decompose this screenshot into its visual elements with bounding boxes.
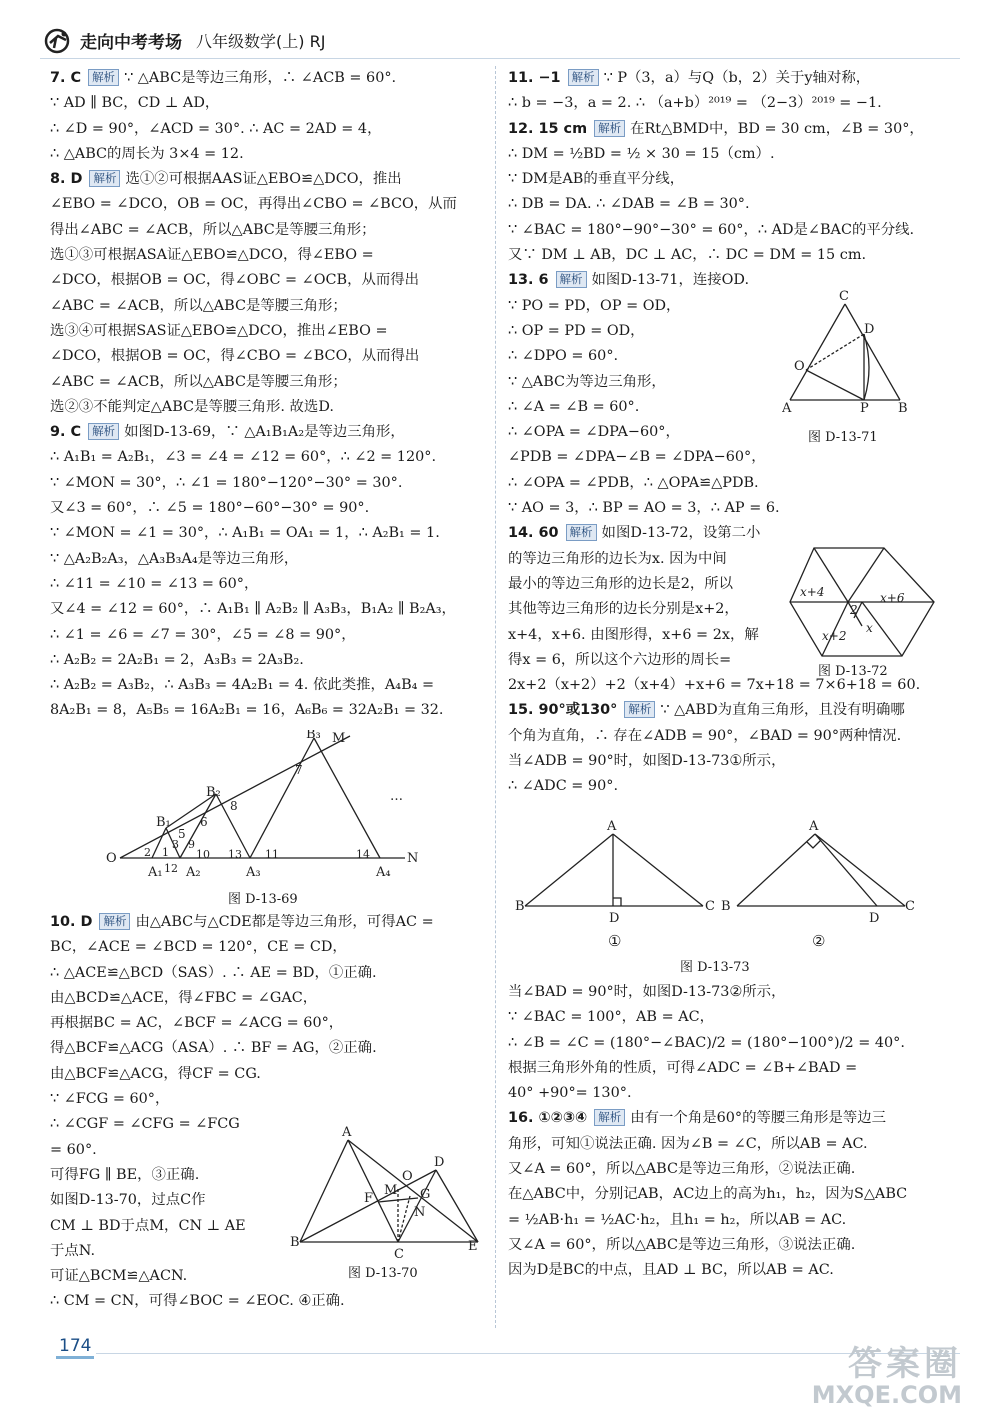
svg-text:B₂: B₂ xyxy=(206,785,221,800)
solution-text: ∴ ∠1 = ∠6 = ∠7 = 30°，∠5 = ∠8 = 90°， xyxy=(50,626,356,643)
svg-text:M: M xyxy=(332,731,346,746)
svg-text:x: x xyxy=(866,621,873,635)
question-line xyxy=(508,698,958,723)
solution-line xyxy=(508,597,778,622)
svg-text:3: 3 xyxy=(172,838,179,851)
solution-text: ∠PDB = ∠DPA−∠B = ∠DPA−60°， xyxy=(508,449,766,466)
solution-line xyxy=(508,1182,958,1207)
figure-d-13-70 xyxy=(290,1122,490,1266)
svg-text:7: 7 xyxy=(295,763,303,777)
analysis-tag: 解析 xyxy=(88,423,119,440)
solution-text: ∵ △ABC是等边三角形，∴ ∠ACB = 60°. xyxy=(124,70,397,86)
question-line xyxy=(508,521,778,546)
solution-text: 又∠A = 60°，所以△ABC是等边三角形，③说法正确. xyxy=(508,1236,856,1253)
svg-text:N: N xyxy=(414,1205,426,1220)
book-grade: 八年级数学(上) RJ xyxy=(196,32,326,51)
solution-text: ∴ ∠OPA = ∠PDB，∴ △OPA≌△PDB. xyxy=(508,474,759,491)
solution-text: 当∠BAD = 90°时，如图D-13-73②所示， xyxy=(508,984,786,1000)
svg-text:2: 2 xyxy=(144,846,151,859)
solution-line xyxy=(508,218,958,243)
svg-text:12: 12 xyxy=(164,862,178,875)
solution-line xyxy=(50,1264,278,1289)
solution-text: 在Rt△BMD中，BD = 30 cm，∠B = 30°， xyxy=(630,120,924,137)
svg-text:B₃: B₃ xyxy=(306,730,321,742)
svg-text:A₄: A₄ xyxy=(376,865,391,880)
solution-line xyxy=(508,192,958,217)
question-line xyxy=(508,117,958,142)
analysis-tag: 解析 xyxy=(594,120,625,137)
solution-text: 又∵ DM ⊥ AB，DC ⊥ AC，∴ DC = DM = 15 cm. xyxy=(508,247,867,264)
question-line xyxy=(50,66,480,91)
svg-text:D: D xyxy=(869,911,880,926)
solution-text: ∵ ∠BAC = 100°，AB = AC， xyxy=(508,1009,714,1026)
solution-text: ∴ b = −3，a = 2. ∴ （a+b）²⁰¹⁹ = （2−3）²⁰¹⁹ = −1. xyxy=(508,95,882,112)
svg-text:P: P xyxy=(860,401,869,416)
solution-line xyxy=(508,1233,958,1258)
right-column-bottom xyxy=(508,980,958,1284)
solution-text: ∴ A₂B₂ = 2A₂B₁ = 2，A₃B₃ = 2A₃B₂. xyxy=(50,651,304,668)
solution-text: 由△ABC与△CDE都是等边三角形，可得AC = xyxy=(135,914,434,930)
svg-text:A: A xyxy=(607,819,617,834)
solution-text: 得△BCF≌△ACG（ASA）. ∴ BF = AG，②正确. xyxy=(50,1040,377,1057)
solution-text: ∵ △ABC为等边三角形， xyxy=(508,373,666,390)
solution-line xyxy=(508,980,958,1005)
solution-text: 如图D-13-69，∵ △A₁B₁A₂是等边三角形， xyxy=(124,424,405,441)
solution-text: CM ⊥ BD于点M，CN ⊥ AE xyxy=(50,1217,246,1234)
solution-text: ∴ ∠OPA = ∠DPA−60°， xyxy=(508,424,680,441)
solution-text: 如图D-13-70，过点C作 xyxy=(50,1192,206,1209)
solution-text: ∴ ∠B = ∠C = (180°−∠BAC)/2 = (180°−100°)/2 = 40°. xyxy=(508,1034,905,1051)
solution-line xyxy=(50,1214,278,1239)
svg-text:B: B xyxy=(515,899,525,914)
svg-text:A₁: A₁ xyxy=(148,865,163,880)
solution-line xyxy=(508,142,958,167)
solution-line xyxy=(50,547,480,572)
svg-text:A: A xyxy=(342,1125,352,1140)
solution-text: ∵ △A₂B₂A₃，△A₃B₃A₄是等边三角形， xyxy=(50,550,299,567)
solution-text: 40° +90°= 130°. xyxy=(508,1085,632,1102)
caption-d-13-70: 图 D-13-70 xyxy=(348,1266,418,1281)
solution-line xyxy=(508,420,768,445)
caption-d-13-71: 图 D-13-71 xyxy=(808,430,878,445)
solution-text: ∵ △ABD为直角三角形，且没有明确哪 xyxy=(660,702,905,719)
figure-d-13-69 xyxy=(100,730,430,884)
svg-text:B: B xyxy=(898,401,908,416)
solution-line xyxy=(50,961,480,986)
solution-line xyxy=(50,1138,278,1163)
solution-text: ∴ ∠DPO = 60°. xyxy=(508,348,619,365)
solution-line xyxy=(50,370,480,395)
header-rule xyxy=(40,58,960,59)
svg-text:C: C xyxy=(839,289,849,304)
svg-text:B₁: B₁ xyxy=(156,815,171,830)
solution-text: ∠ABC = ∠ACB，所以△ABC是等腰三角形； xyxy=(50,373,347,390)
solution-line xyxy=(50,1112,278,1137)
solution-line xyxy=(508,547,778,572)
solution-line xyxy=(508,243,958,268)
solution-line xyxy=(508,1258,958,1283)
solution-line xyxy=(50,986,480,1011)
svg-text:F: F xyxy=(364,1191,374,1206)
solution-line xyxy=(50,1188,278,1213)
caption-d-13-69: 图 D-13-69 xyxy=(228,892,298,907)
solution-line xyxy=(508,1031,958,1056)
caption-d-13-73-part2: ② xyxy=(812,932,826,950)
solution-text: 根据三角形外角的性质，可得∠ADC = ∠B+∠BAD = xyxy=(508,1059,858,1076)
question-number: 10. D xyxy=(50,914,98,930)
question-number: 8. D xyxy=(50,171,88,188)
svg-text:10: 10 xyxy=(196,848,210,861)
solution-text: 由有一个角是60°的等腰三角形是等边三 xyxy=(630,1110,887,1127)
solution-text: ∵ DM是AB的垂直平分线， xyxy=(508,171,685,188)
watermark-logo: 答案圈 MXQE.COM xyxy=(811,1344,962,1409)
solution-text: ∴ A₂B₂ = A₃B₂，∴ A₃B₃ = 4A₂B₁ = 4. 依此类推，A₄B₄ = xyxy=(50,677,435,694)
solution-line xyxy=(50,142,480,167)
solution-line xyxy=(50,218,480,243)
solution-line xyxy=(50,319,480,344)
solution-text: 选①②可根据AAS证△EBO≌△DCO，推出 xyxy=(125,171,402,188)
solution-text: 得出∠ABC = ∠ACB，所以△ABC是等腰三角形； xyxy=(50,221,376,238)
solution-text: ∴ △ABC的周长为 3×4 = 12. xyxy=(50,145,244,162)
solution-text: ∵ AO = 3，∴ BP = AO = 3，∴ AP = 6. xyxy=(508,500,780,517)
question-line xyxy=(50,910,480,935)
solution-line xyxy=(508,445,768,470)
analysis-tag: 解析 xyxy=(594,1109,625,1126)
solution-line xyxy=(508,1157,958,1182)
svg-text:…: … xyxy=(390,789,403,804)
question-number: 11. −1 xyxy=(508,70,566,86)
right-column-top xyxy=(508,66,958,800)
solution-text: 得x = 6，所以这个六边形的周长= xyxy=(508,651,732,668)
question-line xyxy=(50,167,480,192)
figure-d-13-71 xyxy=(782,288,922,432)
analysis-tag: 解析 xyxy=(624,701,655,718)
solution-line xyxy=(50,243,480,268)
solution-line xyxy=(508,294,768,319)
solution-line xyxy=(508,319,768,344)
svg-text:2: 2 xyxy=(850,603,858,617)
solution-line xyxy=(50,1062,480,1087)
solution-line xyxy=(508,496,958,521)
solution-line xyxy=(50,268,480,293)
solution-text: ∵ P（3，a）与Q（b，2）关于y轴对称， xyxy=(603,70,871,86)
solution-text: ∴ ∠11 = ∠10 = ∠13 = 60°， xyxy=(50,575,259,592)
svg-text:M: M xyxy=(384,1183,398,1198)
solution-line xyxy=(50,597,480,622)
solution-line xyxy=(50,294,480,319)
svg-text:6: 6 xyxy=(200,815,208,829)
svg-text:B: B xyxy=(721,899,731,914)
question-line xyxy=(508,1106,958,1131)
svg-text:11: 11 xyxy=(265,848,279,861)
solution-line xyxy=(50,673,480,698)
solution-line xyxy=(50,1036,480,1061)
solution-line xyxy=(50,1011,480,1036)
solution-text: 个角为直角，∴ 存在∠ADB = 90°，∠BAD = 90°两种情况. xyxy=(508,727,902,744)
solution-line xyxy=(508,724,958,749)
analysis-tag: 解析 xyxy=(556,271,587,288)
solution-text: ∵ ∠MON = 30°，∴ ∠1 = 180°−120°−30° = 30°. xyxy=(50,474,403,491)
svg-text:C: C xyxy=(705,899,715,914)
solution-line xyxy=(508,673,958,698)
solution-line xyxy=(508,749,958,774)
solution-line xyxy=(508,623,778,648)
analysis-tag: 解析 xyxy=(566,524,597,541)
solution-line xyxy=(50,1163,278,1188)
solution-text: ∴ ∠CGF = ∠CFG = ∠FCG xyxy=(50,1116,240,1133)
svg-text:G: G xyxy=(420,1187,431,1202)
svg-text:D: D xyxy=(864,322,875,337)
question-number: 7. C xyxy=(50,70,87,86)
solution-text: 如图D-13-72，设第二小 xyxy=(601,525,761,542)
solution-line xyxy=(50,496,480,521)
solution-text: 角形，可知①说法正确. 因为∠B = ∠C，所以AB = AC. xyxy=(508,1135,868,1152)
solution-text: 如图D-13-71，连接OD. xyxy=(591,272,750,289)
solution-text: ∵ AD ∥ BC，CD ⊥ AD， xyxy=(50,95,220,112)
solution-text: 由△BCF≌△ACG，得CF = CG. xyxy=(50,1065,261,1082)
svg-text:A: A xyxy=(782,401,792,416)
solution-text: ∴ ∠A = ∠B = 60°. xyxy=(508,398,640,415)
solution-line xyxy=(50,1239,278,1264)
solution-text: 由△BCD≌△ACE，得∠FBC = ∠GAC， xyxy=(50,989,318,1006)
figure-d-13-72 xyxy=(786,546,938,664)
solution-text: = ½AB·h₁ = ½AC·h₂，且h₁ = h₂，所以AB = AC. xyxy=(508,1211,847,1228)
left-column-top xyxy=(50,66,480,724)
solution-text: x+4，x+6. 由图形得，x+6 = 2x，解 xyxy=(508,626,759,643)
solution-text: 于点N. xyxy=(50,1242,96,1259)
solution-line xyxy=(50,445,480,470)
svg-text:9: 9 xyxy=(188,838,195,851)
question-number: 16. ①②③④ xyxy=(508,1110,593,1127)
solution-text: ∠DCO，根据OB = OC，得∠CBO = ∠BCO，从而得出 xyxy=(50,348,420,365)
solution-line xyxy=(508,648,778,673)
solution-line xyxy=(508,167,958,192)
svg-text:13: 13 xyxy=(228,848,242,861)
question-number: 12. 15 cm xyxy=(508,120,593,137)
svg-text:D: D xyxy=(609,911,620,926)
solution-text: ∵ ∠BAC = 180°−90°−30° = 60°，∴ AD是∠BAC的平分线. xyxy=(508,221,915,238)
svg-text:A₂: A₂ xyxy=(186,865,201,880)
solution-line xyxy=(50,935,480,960)
question-line xyxy=(508,268,768,293)
solution-line xyxy=(508,395,768,420)
solution-text: 选②③不能判定△ABC是等腰三角形. 故选D. xyxy=(50,398,334,415)
solution-line xyxy=(50,344,480,369)
solution-text: 当∠ADB = 90°时，如图D-13-73①所示， xyxy=(508,753,786,770)
solution-text: BC，∠ACE = ∠BCD = 120°，CE = CD， xyxy=(50,939,347,956)
solution-text: ∴ DM = ½BD = ½ × 30 = 15（cm）. xyxy=(508,145,775,162)
caption-d-13-73: 图 D-13-73 xyxy=(680,960,750,975)
svg-text:x+4: x+4 xyxy=(800,585,825,599)
solution-line xyxy=(508,1081,958,1106)
svg-text:O: O xyxy=(402,1169,413,1184)
solution-line xyxy=(50,698,480,723)
solution-line xyxy=(508,471,958,496)
solution-text: ∵ ∠MON = ∠1 = 30°，∴ A₁B₁ = OA₁ = 1，∴ A₂B₁ = 1. xyxy=(50,525,440,542)
solution-text: ∵ PO = PD，OP = OD， xyxy=(508,297,681,314)
solution-line xyxy=(508,1005,958,1030)
question-number: 15. 90°或130° xyxy=(508,702,623,719)
svg-text:A: A xyxy=(809,819,819,834)
solution-text: ∴ OP = PD = OD， xyxy=(508,322,645,339)
solution-text: ∠DCO，根据OB = OC，得∠OBC = ∠OCB，从而得出 xyxy=(50,272,420,289)
solution-text: 最小的等边三角形的边长是2，所以 xyxy=(508,575,734,592)
solution-text: 8A₂B₁ = 8，A₅B₅ = 16A₂B₁ = 16，A₆B₆ = 32A₂B₁ = 32. xyxy=(50,702,444,719)
solution-text: ∴ DB = DA. ∴ ∠DAB = ∠B = 30°. xyxy=(508,196,750,213)
analysis-tag: 解析 xyxy=(99,913,130,930)
svg-text:x+2: x+2 xyxy=(822,629,847,643)
solution-text: 可得FG ∥ BE，③正确. xyxy=(50,1166,200,1183)
svg-text:14: 14 xyxy=(356,848,370,861)
solution-text: = 60°. xyxy=(50,1141,97,1158)
solution-text: 的等边三角形的边长为x. 因为中间 xyxy=(508,550,727,567)
solution-line xyxy=(508,344,768,369)
question-number: 9. C xyxy=(50,424,87,441)
solution-text: ∴ △ACE≌△BCD（SAS）. ∴ AE = BD，①正确. xyxy=(50,964,377,981)
figure-d-13-73 xyxy=(515,818,915,952)
solution-line xyxy=(50,1289,480,1314)
svg-text:O: O xyxy=(106,851,117,866)
solution-line xyxy=(50,91,480,116)
solution-line xyxy=(50,471,480,496)
question-number: 13. 6 xyxy=(508,272,554,289)
analysis-tag: 解析 xyxy=(88,69,119,86)
solution-text: 可证△BCM≌△ACN. xyxy=(50,1268,188,1285)
solution-line xyxy=(508,370,768,395)
column-divider xyxy=(495,66,496,1328)
solution-text: 又∠3 = 60°，∴ ∠5 = 180°−60°−30° = 90°. xyxy=(50,500,370,517)
solution-line xyxy=(508,1208,958,1233)
solution-text: ∠EBO = ∠DCO，OB = OC，再得出∠CBO = ∠BCO，从而 xyxy=(50,196,457,213)
solution-text: ∴ ∠ADC = 90°. xyxy=(508,778,619,795)
svg-text:O: O xyxy=(794,359,805,374)
caption-d-13-72: 图 D-13-72 xyxy=(818,664,888,679)
solution-line xyxy=(508,1056,958,1081)
solution-line xyxy=(50,623,480,648)
svg-text:E: E xyxy=(468,1239,478,1254)
solution-text: 选③④可根据SAS证△EBO≌△DCO，推出∠EBO = xyxy=(50,322,388,339)
svg-text:x+6: x+6 xyxy=(880,591,905,605)
svg-text:B: B xyxy=(290,1235,300,1250)
solution-line xyxy=(508,774,958,799)
solution-text: 又∠A = 60°，所以△ABC是等边三角形，②说法正确. xyxy=(508,1161,856,1178)
solution-text: 其他等边三角形的边长分别是x+2， xyxy=(508,601,739,618)
svg-text:8: 8 xyxy=(230,799,238,813)
svg-text:A₃: A₃ xyxy=(246,865,261,880)
solution-line xyxy=(50,648,480,673)
question-line xyxy=(508,66,958,91)
solution-line xyxy=(508,91,958,116)
svg-text:1: 1 xyxy=(162,846,169,859)
page-number: 174 xyxy=(56,1336,94,1359)
solution-line xyxy=(50,521,480,546)
solution-text: ∴ A₁B₁ = A₂B₁，∠3 = ∠4 = ∠12 = 60°，∴ ∠2 = 120°. xyxy=(50,449,437,466)
caption-d-13-73-part1: ① xyxy=(608,932,622,950)
solution-text: 2x+2（x+2）+2（x+4）+x+6 = 7x+18 = 7×6+18 = 60. xyxy=(508,677,921,694)
book-brand: 走向中考考场 xyxy=(80,33,182,53)
svg-text:5: 5 xyxy=(178,827,186,841)
solution-text: 选①③可根据ASA证△EBO≌△DCO，得∠EBO = xyxy=(50,247,374,264)
svg-text:C: C xyxy=(905,899,915,914)
solution-text: 因为D是BC的中点，且AD ⊥ BC，所以AB = AC. xyxy=(508,1262,834,1279)
solution-text: 在△ABC中，分别记AB，AC边上的高为h₁，h₂，因为S△ABC xyxy=(508,1186,908,1203)
solution-line xyxy=(50,1087,278,1112)
solution-text: 又∠4 = ∠12 = 60°，∴ A₁B₁ ∥ A₂B₂ ∥ A₃B₃，B₁A₂ ∥ B₂A₃， xyxy=(50,601,456,618)
solution-text: ∠ABC = ∠ACB，所以△ABC是等腰三角形； xyxy=(50,297,347,314)
svg-text:D: D xyxy=(434,1155,445,1170)
solution-line xyxy=(508,1132,958,1157)
solution-text: ∴ ∠D = 90°，∠ACD = 30°. ∴ AC = 2AD = 4， xyxy=(50,120,382,137)
solution-line xyxy=(50,117,480,142)
svg-text:N: N xyxy=(407,851,419,866)
svg-text:C: C xyxy=(394,1247,404,1262)
solution-text: ∴ CM = CN，可得∠BOC = ∠EOC. ④正确. xyxy=(50,1293,345,1310)
question-line xyxy=(50,420,480,445)
running-figure-icon xyxy=(44,28,74,61)
solution-line xyxy=(50,572,480,597)
solution-text: ∵ ∠FCG = 60°， xyxy=(50,1091,170,1108)
solution-line xyxy=(50,192,480,217)
solution-line xyxy=(50,395,480,420)
analysis-tag: 解析 xyxy=(568,69,599,86)
solution-text: 再根据BC = AC，∠BCF = ∠ACG = 60°， xyxy=(50,1015,344,1032)
question-number: 14. 60 xyxy=(508,525,564,542)
solution-line xyxy=(508,572,778,597)
analysis-tag: 解析 xyxy=(89,170,120,187)
